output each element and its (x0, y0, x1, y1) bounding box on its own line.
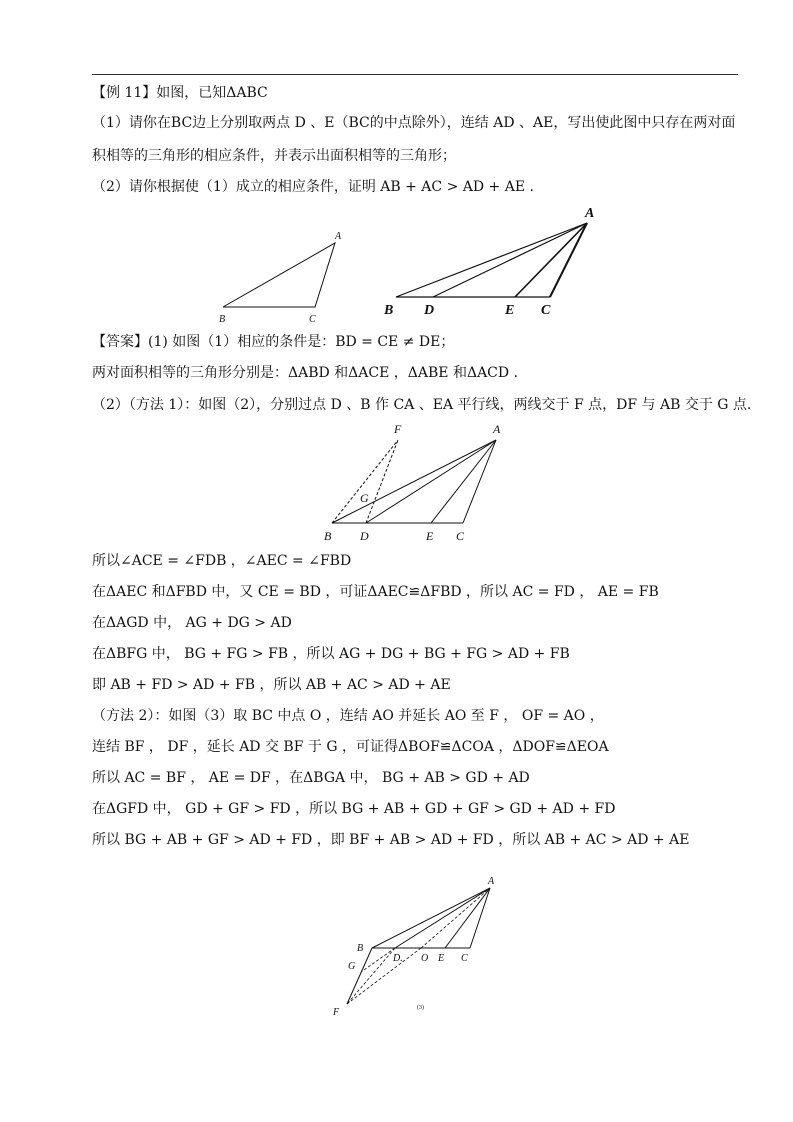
fig1b-label-b: B (384, 303, 394, 318)
fig3-segment-ae (445, 888, 490, 948)
fig2-label-g: G (360, 491, 369, 505)
method-2-intro: （方法 2）：如图（3）取 BC 中点 O ，连结 AO 并延长 AO 至 F ， OF = AO ， (92, 708, 604, 724)
fig3-label-g: G (348, 961, 356, 972)
fig1-label-c: C (309, 314, 316, 325)
fig1b-label-c: C (541, 303, 551, 318)
segment-ae (515, 223, 587, 297)
proof-line-5: 即 AB + FD > AD + FB ，所以 AB + AC > AD + AE (92, 677, 451, 693)
fig3-label-o: O (421, 953, 429, 964)
question-2: （2）请你根据使（1）成立的相应条件，证明 AB + AC > AD + AE . (92, 179, 534, 195)
segment-ab (396, 223, 587, 297)
fig1-label-a: A (335, 231, 342, 242)
segment-ad (433, 223, 587, 297)
figure-1-large-triangle (380, 200, 610, 325)
method-1-intro: （2）（方法 1）：如图（2），分别过点 D 、B 作 CA 、EA 平行线，两线交于 F 点，DF 与 AB 交于 G 点. (92, 397, 752, 413)
figure-2 (320, 418, 520, 548)
fig1b-label-d: D (424, 303, 435, 318)
fig3-caption: (3) (417, 1005, 424, 1011)
fig2-segment-ac (463, 440, 496, 523)
fig3-segment-ab (372, 888, 490, 948)
proof-line-3: 在ΔAGD 中， AG + DG > AD (92, 615, 292, 631)
fig2-segment-ad (366, 440, 496, 523)
header-rule (92, 74, 738, 75)
fig3-label-c: C (461, 953, 468, 964)
fig2-label-f: F (394, 422, 402, 436)
fig1b-label-e: E (505, 303, 515, 318)
fig3-label-f: F (333, 1007, 340, 1018)
example-title: 【例 11】如图，已知ΔABC (92, 85, 268, 101)
figure-3 (325, 870, 505, 1020)
fig2-label-b: B (324, 529, 332, 543)
fig3-label-b: B (357, 943, 364, 954)
proof-line-4: 在ΔBFG 中， BG + FG > FB ，所以 AG + DG + BG + FG > AD + FB (92, 646, 570, 662)
fig2-segment-ab (332, 440, 496, 523)
fig1b-label-a: A (585, 206, 595, 221)
proof-line-2: 在ΔAEC 和ΔFBD 中，又 CE = BD ，可证ΔAEC≌ΔFBD ，所以 AC = FD ， AE = FB (92, 584, 659, 600)
fig2-segment-df (366, 440, 398, 523)
fig2-label-e: E (426, 529, 434, 543)
fig3-segment-of (347, 948, 421, 1004)
question-1-line-2: 积相等的三角形的相应条件，并表示出面积相等的三角形； (92, 148, 456, 164)
fig2-label-c: C (456, 529, 465, 543)
method-2-line-3: 所以 AC = BF ， AE = DF ，在ΔBGA 中， BG + AB > GD + AD (92, 770, 530, 786)
proof-line-1: 所以∠ACE = ∠FDB ，∠AEC = ∠FBD (92, 553, 352, 569)
answer-1: 【答案】(1) 如图（1）相应的条件是：BD = CE ≠ DE； (92, 334, 455, 350)
segment-ac (550, 223, 587, 297)
fig2-segment-ae (431, 440, 496, 523)
question-1-line-1: （1）请你在BC边上分别取两点 D 、E（BC的中点除外），连结 AD 、AE，写出使此图中只存在两对面 (92, 115, 736, 131)
figure-1-triangle (215, 225, 345, 325)
fig3-label-d: D. (393, 953, 403, 964)
fig3-segment-bf (347, 948, 372, 1004)
fig3-label-a: A (488, 876, 495, 887)
method-2-line-4: 在ΔGFD 中， GD + GF > FD ，所以 BG + AB + GD + GF > GD + AD + FD (92, 801, 616, 817)
answer-1-pairs: 两对面积相等的三角形分别是：ΔABD 和ΔACE ，ΔABE 和ΔACD . (92, 365, 519, 381)
method-2-line-5: 所以 BG + AB + GF > AD + FD ，即 BF + AB > AD + FD ，所以 AB + AC > AD + AE (92, 832, 690, 848)
fig3-segment-ad (395, 888, 490, 948)
fig3-segment-df (347, 948, 395, 1004)
fig3-label-e: E (438, 953, 445, 964)
method-2-line-2: 连结 BF ， DF ，延长 AD 交 BF 于 G ，可证得ΔBOF≌ΔCOA ，ΔDOF≌ΔEOA (92, 739, 609, 755)
fig1-label-b: B (219, 314, 226, 325)
fig2-label-d: D (360, 529, 369, 543)
triangle-abc (223, 243, 335, 307)
fig2-label-a: A (493, 422, 501, 436)
fig2-segment-bf (332, 440, 398, 523)
